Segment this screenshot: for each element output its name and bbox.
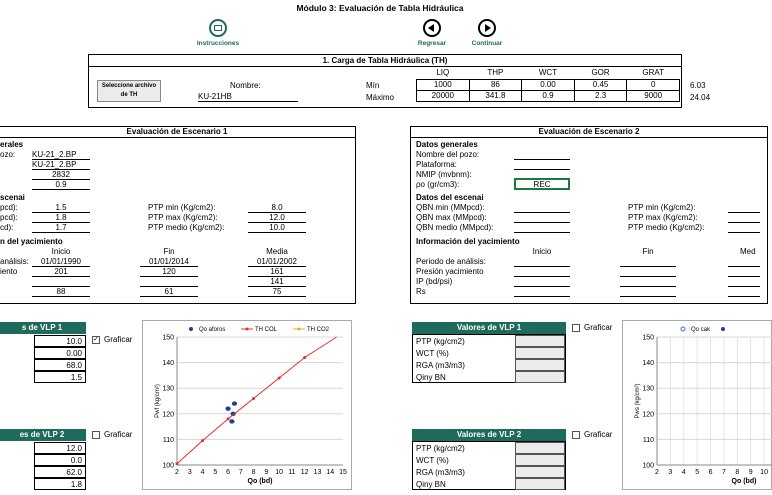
esc1-escenario-title: scenai: [0, 193, 25, 202]
esc1-qbn-med[interactable]: 1.7: [32, 223, 90, 233]
vlp2-right-rga-label: RGA (m3/m3): [416, 468, 465, 477]
y-tick-label: 150: [162, 334, 174, 342]
vlp1-right-rga[interactable]: [515, 359, 565, 371]
back-button[interactable]: [412, 19, 452, 49]
line-point: [303, 356, 306, 359]
row-label-min: Mín: [366, 81, 380, 90]
col-header: GOR: [591, 68, 610, 78]
x-tick-label: 5: [213, 469, 218, 476]
esc1-ip-fin[interactable]: [140, 277, 198, 287]
vlp1-right-wct[interactable]: [515, 347, 565, 359]
vlp1-left-qiny[interactable]: 1.5: [34, 371, 86, 383]
esc1-presion-media[interactable]: 161: [248, 267, 306, 277]
legend-marker: [721, 327, 725, 331]
esc2-pozo-label: Nombre del pozo:: [416, 150, 480, 159]
esc2-ptp-max[interactable]: [728, 213, 760, 223]
legend-label: TH COL: [255, 327, 278, 333]
esc1-ip-inicio[interactable]: [32, 277, 90, 287]
line-point: [278, 376, 281, 379]
vlp2-left-qiny[interactable]: 1.8: [34, 478, 86, 490]
esc2-ptp-min-label: PTP min (Kg/cm2):: [628, 203, 696, 212]
continue-button[interactable]: [462, 19, 512, 49]
esc1-fin-label: Fin: [163, 247, 175, 256]
nombre-label: Nombre:: [230, 81, 261, 90]
esc2-periodo-fin[interactable]: [620, 257, 676, 267]
vlp2-left-wct[interactable]: 0.0: [34, 454, 86, 466]
instructions-button[interactable]: [188, 19, 248, 49]
esc2-ptp-min[interactable]: [728, 203, 760, 213]
vlp1-left-rga[interactable]: 68.0: [34, 359, 86, 371]
table-cell: 2.3: [574, 90, 627, 101]
esc1-periodo-fin[interactable]: 01/01/2014: [140, 257, 198, 267]
x-tick-label: 13: [313, 469, 322, 476]
table-cell: 0.00: [522, 79, 575, 90]
vlp1-left-wct[interactable]: 0.00: [34, 347, 86, 359]
esc2-ip-fin[interactable]: [620, 277, 676, 287]
x-tick-label: 4: [200, 469, 205, 476]
escenario1-title: Evaluación de Escenario 1: [0, 127, 355, 138]
col-header: WCT: [538, 68, 558, 78]
esc1-inicio-label: Inicio: [51, 247, 71, 256]
vlp1-right-wct-label: WCT (%): [416, 349, 449, 358]
x-tick-label: 10: [760, 469, 768, 476]
esc2-inicio-label: Inicio: [532, 247, 552, 256]
x-tick-label: 9: [264, 469, 269, 476]
esc2-rs-inicio[interactable]: [514, 287, 570, 297]
esc2-escenario-title: Datos del escenai: [416, 193, 484, 202]
y-tick-label: 120: [162, 411, 174, 419]
select-file-button[interactable]: Seleccione archivo de TH: [97, 80, 161, 102]
y-tick-label: 130: [642, 385, 654, 393]
esc2-rho-input[interactable]: REC: [514, 178, 570, 190]
x-tick-label: 4: [681, 469, 686, 476]
page-title: Módulo 3: Evaluación de Tabla Hidráulica: [296, 3, 464, 13]
esc1-pozo[interactable]: KU-21_2.BP: [32, 150, 90, 160]
y-tick-label: 140: [162, 360, 174, 368]
esc1-plataforma[interactable]: KU-21_2.BP: [32, 160, 90, 170]
vlp1-right-ptp[interactable]: [515, 335, 565, 347]
esc1-rho[interactable]: 0.9: [32, 180, 90, 190]
legend-label: TH CO2: [307, 327, 330, 333]
line-point: [201, 439, 204, 442]
row-label-max: Máximo: [366, 93, 395, 102]
vlp1-right-graficar-checkbox[interactable]: [572, 324, 580, 332]
esc1-presion-fin[interactable]: 120: [140, 267, 198, 277]
continue-label: Continuar: [471, 40, 503, 47]
escenario2-title: Evaluación de Escenario 2: [411, 127, 767, 138]
document-icon: [209, 19, 227, 37]
esc2-qbn-med[interactable]: [514, 223, 570, 233]
esc1-ptp-med[interactable]: 10.0: [248, 223, 306, 233]
th-range-table: [416, 68, 680, 102]
table-cell: 0.45: [574, 79, 627, 90]
esc1-qbn-min[interactable]: 1.5: [32, 203, 90, 213]
vlp2-left-graficar-checkbox[interactable]: [92, 431, 100, 439]
esc2-nmip-label: NMIP (mvbnm):: [416, 170, 472, 179]
vlp2-left-rga[interactable]: 62.0: [34, 466, 86, 478]
vlp2-left-ptp[interactable]: 12.0: [34, 442, 86, 454]
chart1-svg: [143, 321, 351, 489]
vlp2-left-graficar-label: Graficar: [104, 430, 133, 439]
esc2-ip-media[interactable]: [728, 277, 760, 287]
legend-marker: [246, 328, 249, 331]
extra-min: 6.03: [690, 81, 706, 90]
col-header: GRAT: [642, 68, 664, 78]
esc2-presion-label: Presión yacimiento: [416, 267, 484, 276]
chart2-svg: [623, 321, 771, 489]
esc2-rs-fin[interactable]: [620, 287, 676, 297]
y-tick-label: 100: [162, 462, 174, 470]
vlp2-right-graficar-checkbox[interactable]: [572, 431, 580, 439]
x-tick-label: 9: [748, 469, 753, 476]
vlp2-left-header: es de VLP 2: [0, 429, 86, 441]
esc2-presion-fin[interactable]: [620, 267, 676, 277]
scatter-point: [232, 401, 237, 405]
esc2-ptp-max-label: PTP max (Kg/cm2):: [628, 213, 698, 222]
y-tick-label: 140: [642, 360, 654, 368]
x-tick-label: 2: [655, 469, 659, 476]
vlp2-right-qiny-label: Qiny BN: [416, 480, 446, 489]
legend-marker: [189, 327, 193, 331]
esc1-rs-media[interactable]: 75: [248, 287, 306, 297]
table-cell: 341.8: [469, 90, 522, 101]
esc2-ptp-med[interactable]: [728, 223, 760, 233]
esc2-pozo[interactable]: [514, 150, 570, 160]
vlp1-right-header: Valores de VLP 1: [412, 322, 566, 334]
table-row: [416, 90, 680, 101]
y-tick-label: 120: [642, 411, 654, 419]
table-row: [416, 79, 680, 90]
x-tick-label: 3: [668, 469, 673, 476]
y-axis-label: Pwf (kg/cm²): [155, 384, 161, 418]
esc1-nmip[interactable]: 2832: [32, 170, 90, 180]
esc1-periodo-media[interactable]: 01/01/2002: [248, 257, 306, 267]
esc1-ptp-min-label: PTP min (Kg/cm2):: [148, 203, 216, 212]
x-tick-label: 11: [288, 469, 296, 476]
chart2-frame: [622, 320, 772, 490]
y-tick-label: 150: [642, 334, 654, 342]
x-axis-label: Qo (bd): [247, 478, 273, 485]
scatter-point: [229, 419, 234, 423]
esc2-yacimiento-title: Información del yacimiento: [416, 237, 520, 246]
esc2-ptp-med-label: PTP medio (Kg/cm2):: [628, 223, 705, 232]
instructions-label: Instrucciones: [196, 40, 240, 47]
vlp1-left-ptp[interactable]: 10.0: [34, 335, 86, 347]
esc1-yacimiento-title: n del yacimiento: [0, 237, 63, 246]
legend-label: Qo aforos: [199, 327, 226, 333]
esc1-ptp-max-label: PTP max (Kg/cm2):: [148, 213, 218, 222]
series-line-th-col: [177, 337, 337, 464]
esc2-plataforma-label: Plataforma:: [416, 160, 457, 169]
esc2-ip-label: IP (bd/psi): [416, 277, 453, 286]
x-tick-label: 5: [695, 469, 700, 476]
esc2-rho-label: ρo (gr/cm3):: [416, 180, 460, 189]
x-tick-label: 7: [721, 469, 726, 476]
vlp1-right-qiny[interactable]: [515, 371, 565, 383]
esc2-plataforma[interactable]: [514, 160, 570, 170]
y-tick-label: 110: [642, 436, 654, 444]
y-tick-label: 100: [642, 462, 654, 470]
esc2-ip-inicio[interactable]: [514, 277, 570, 287]
esc2-presion-inicio[interactable]: [514, 267, 570, 277]
carga-title: 1. Carga de Tabla Hidráulica (TH): [89, 55, 681, 67]
vlp1-right-qiny-label: Qiny BN: [416, 373, 446, 382]
y-axis-label: Pws (kg/cm²): [635, 383, 641, 419]
vlp2-right-ptp-label: PTP (kg/cm2): [416, 444, 465, 453]
table-cell: 20000: [417, 90, 470, 101]
esc2-qbn-max-label: QBN max (MMpcd):: [416, 213, 487, 222]
esc1-presion-label: iento: [0, 267, 18, 276]
esc1-pozo-label: ozo:: [0, 150, 16, 159]
chart1-frame: [142, 320, 352, 490]
x-tick-label: 6: [226, 469, 231, 476]
x-tick-label: 8: [735, 469, 740, 476]
esc2-rs-label: Rs: [416, 287, 426, 296]
scatter-point: [225, 406, 230, 410]
esc2-periodo-media[interactable]: [728, 257, 760, 267]
nombre-value: KU-21HB: [198, 92, 298, 102]
table-cell: 1000: [417, 79, 470, 90]
vlp1-left-graficar-label: Graficar: [104, 335, 133, 344]
vlp2-right-graficar-label: Graficar: [584, 430, 613, 439]
esc1-datos-generales: erales: [0, 140, 24, 149]
esc2-qbn-max[interactable]: [514, 213, 570, 223]
table-cell: 86: [469, 79, 522, 90]
esc1-ptp-med-label: PTP medio (Kg/cm2):: [148, 223, 225, 232]
line-point: [176, 462, 179, 465]
col-header: THP: [487, 68, 504, 78]
esc2-datos-generales: Datos generales: [416, 140, 478, 149]
vlp2-right-wct[interactable]: [515, 454, 565, 466]
vlp2-right-header: Valores de VLP 2: [412, 429, 566, 441]
legend-marker: [298, 328, 301, 331]
x-tick-label: 6: [708, 469, 713, 476]
table-cell: 0.9: [522, 90, 575, 101]
x-tick-label: 8: [251, 469, 256, 476]
esc1-qbn-med-label: cd):: [0, 223, 14, 232]
x-axis-label: Qo (bd): [731, 478, 757, 485]
esc1-qbn-max-label: pcd):: [0, 213, 18, 222]
esc1-qbn-max[interactable]: 1.8: [32, 213, 90, 223]
esc2-qbn-med-label: QBN medio (MMpcd):: [416, 223, 494, 232]
esc1-rs-inicio[interactable]: 88: [32, 287, 90, 297]
x-tick-label: 15: [339, 469, 347, 476]
line-point: [252, 397, 255, 400]
esc2-media-label: Med: [740, 247, 756, 256]
esc2-qbn-min[interactable]: [514, 203, 570, 213]
vlp2-right-ptp[interactable]: [515, 442, 565, 454]
x-tick-label: 2: [175, 469, 179, 476]
x-tick-label: 7: [238, 469, 243, 476]
vlp2-right-wct-label: WCT (%): [416, 456, 449, 465]
esc2-qbn-min-label: QBN min (MMpcd):: [416, 203, 485, 212]
vlp2-right-rga[interactable]: [515, 466, 565, 478]
vlp1-right-ptp-label: PTP (kg/cm2): [416, 337, 465, 346]
esc1-media-label: Media: [266, 247, 288, 256]
esc1-rs-fin[interactable]: 61: [140, 287, 198, 297]
col-header: LIQ: [436, 68, 450, 78]
table-cell: 0: [627, 79, 680, 90]
extra-max: 24.04: [690, 93, 711, 102]
esc1-ptp-max[interactable]: 12.0: [248, 213, 306, 223]
x-tick-label: 3: [187, 469, 192, 476]
y-tick-label: 130: [162, 385, 174, 393]
legend-label: Qo cak: [691, 327, 711, 333]
esc1-qbn-min-label: pcd):: [0, 203, 18, 212]
back-label: Regresar: [417, 40, 447, 47]
vlp1-right-graficar-label: Graficar: [584, 323, 613, 332]
esc2-rs-media[interactable]: [728, 287, 760, 297]
arrow-left-icon: [423, 19, 441, 37]
esc1-periodo-inicio[interactable]: 01/01/1990: [32, 257, 90, 267]
esc1-ptp-min[interactable]: 8.0: [248, 203, 306, 213]
legend-marker: [681, 327, 685, 331]
table-cell: 9000: [627, 90, 680, 101]
esc1-ip-media[interactable]: 141: [248, 277, 306, 287]
esc2-periodo-label: Periodo de análisis:: [416, 257, 486, 266]
esc2-presion-media[interactable]: [728, 267, 760, 277]
vlp1-left-graficar-checkbox[interactable]: ✓: [93, 336, 99, 343]
x-tick-label: 12: [300, 469, 309, 476]
x-tick-label: 10: [275, 469, 284, 476]
esc2-periodo-inicio[interactable]: [514, 257, 570, 267]
x-tick-label: 14: [326, 469, 335, 476]
esc1-presion-inicio[interactable]: 201: [32, 267, 90, 277]
vlp2-right-qiny[interactable]: [515, 478, 565, 490]
arrow-right-icon: [478, 19, 496, 37]
line-point: [227, 417, 230, 420]
vlp1-left-header: s de VLP 1: [0, 322, 86, 334]
vlp1-right-rga-label: RGA (m3/m3): [416, 361, 465, 370]
y-tick-label: 110: [162, 436, 174, 444]
esc1-periodo-label: análisis:: [0, 257, 29, 266]
esc2-fin-label: Fin: [642, 247, 654, 256]
